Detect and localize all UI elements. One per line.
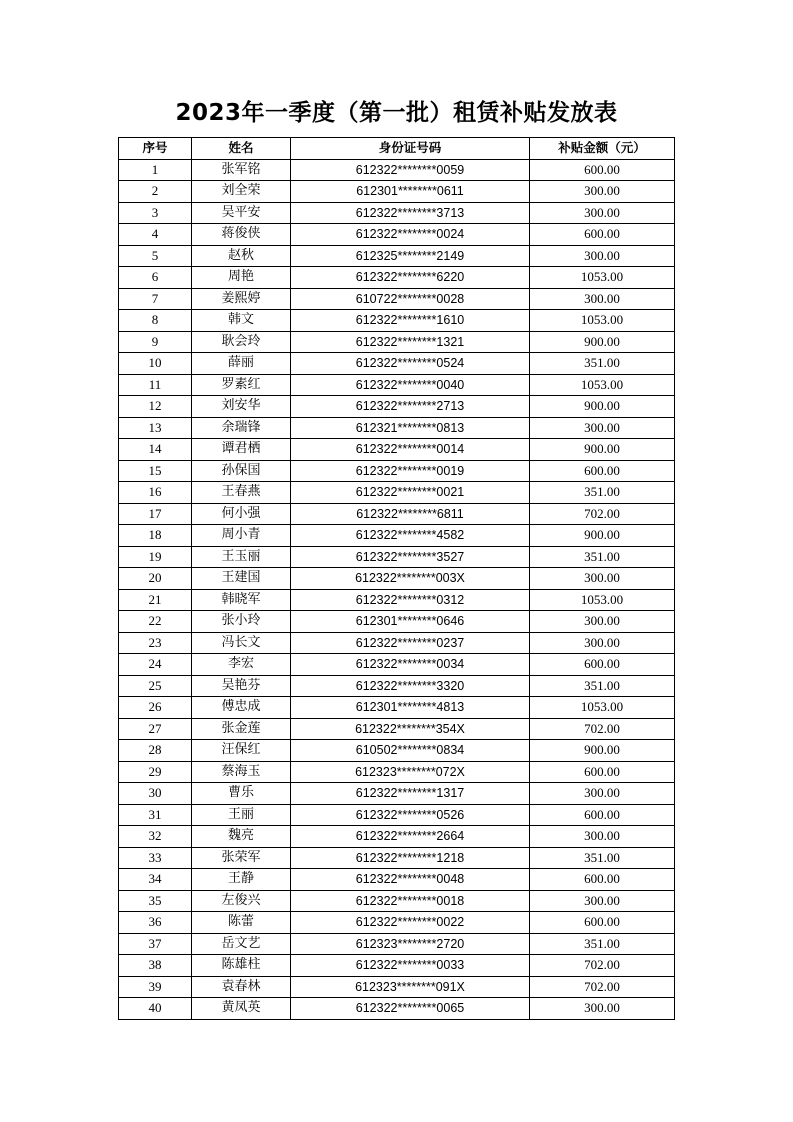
cell-id-number: 612322********6811 [291, 503, 530, 525]
cell-id-number: 612322********4582 [291, 525, 530, 547]
cell-id-number: 612322********3527 [291, 546, 530, 568]
document-title: 2023年一季度（第一批）租赁补贴发放表 [175, 100, 618, 126]
table-row [119, 933, 675, 955]
table-row [119, 568, 675, 590]
cell-id-number: 612301********0611 [291, 181, 530, 203]
cell-seq: 13 [119, 417, 192, 439]
cell-amount: 300.00 [530, 245, 675, 267]
cell-amount: 1053.00 [530, 589, 675, 611]
cell-name: 蒋俊侠 [192, 224, 291, 246]
cell-amount: 351.00 [530, 482, 675, 504]
cell-id-number: 612323********091X [291, 976, 530, 998]
cell-name: 张荣军 [192, 847, 291, 869]
cell-amount: 1053.00 [530, 267, 675, 289]
subsidy-table [118, 137, 675, 1020]
table-row [119, 826, 675, 848]
cell-id-number: 612322********0014 [291, 439, 530, 461]
cell-id-number: 612322********3320 [291, 675, 530, 697]
cell-id-number: 612322********0040 [291, 374, 530, 396]
cell-id-number: 612321********0813 [291, 417, 530, 439]
cell-name: 吴平安 [192, 202, 291, 224]
cell-name: 余瑞锋 [192, 417, 291, 439]
cell-seq: 27 [119, 718, 192, 740]
cell-seq: 12 [119, 396, 192, 418]
cell-name: 陈雄柱 [192, 955, 291, 977]
cell-amount: 300.00 [530, 202, 675, 224]
cell-id-number: 612322********1610 [291, 310, 530, 332]
cell-id-number: 612301********0646 [291, 611, 530, 633]
cell-amount: 600.00 [530, 761, 675, 783]
cell-seq: 21 [119, 589, 192, 611]
cell-seq: 32 [119, 826, 192, 848]
cell-name: 赵秋 [192, 245, 291, 267]
table-row [119, 589, 675, 611]
cell-id-number: 610502********0834 [291, 740, 530, 762]
cell-amount: 300.00 [530, 632, 675, 654]
cell-name: 周小青 [192, 525, 291, 547]
cell-name: 陈蕾 [192, 912, 291, 934]
cell-name: 张军铭 [192, 159, 291, 181]
table-row [119, 740, 675, 762]
table-row [119, 869, 675, 891]
cell-amount: 600.00 [530, 912, 675, 934]
cell-seq: 29 [119, 761, 192, 783]
cell-id-number: 612323********072X [291, 761, 530, 783]
cell-amount: 900.00 [530, 525, 675, 547]
cell-name: 王春燕 [192, 482, 291, 504]
cell-seq: 20 [119, 568, 192, 590]
cell-amount: 351.00 [530, 847, 675, 869]
cell-amount: 600.00 [530, 869, 675, 891]
cell-id-number: 612301********4813 [291, 697, 530, 719]
cell-name: 张小玲 [192, 611, 291, 633]
cell-seq: 10 [119, 353, 192, 375]
cell-seq: 11 [119, 374, 192, 396]
cell-id-number: 612322********0526 [291, 804, 530, 826]
cell-amount: 351.00 [530, 933, 675, 955]
cell-seq: 6 [119, 267, 192, 289]
cell-amount: 300.00 [530, 568, 675, 590]
header-id: 身份证号码 [291, 138, 530, 160]
cell-seq: 9 [119, 331, 192, 353]
cell-seq: 7 [119, 288, 192, 310]
cell-amount: 900.00 [530, 396, 675, 418]
cell-seq: 28 [119, 740, 192, 762]
cell-amount: 300.00 [530, 611, 675, 633]
table-row [119, 675, 675, 697]
cell-id-number: 612322********3713 [291, 202, 530, 224]
cell-seq: 33 [119, 847, 192, 869]
cell-id-number: 612322********0033 [291, 955, 530, 977]
cell-seq: 26 [119, 697, 192, 719]
table-row [119, 890, 675, 912]
cell-amount: 702.00 [530, 503, 675, 525]
cell-seq: 24 [119, 654, 192, 676]
cell-name: 王丽 [192, 804, 291, 826]
cell-seq: 3 [119, 202, 192, 224]
cell-id-number: 612322********2664 [291, 826, 530, 848]
cell-name: 吴艳芬 [192, 675, 291, 697]
table-row [119, 202, 675, 224]
cell-name: 谭君栖 [192, 439, 291, 461]
cell-amount: 300.00 [530, 998, 675, 1020]
table-row [119, 181, 675, 203]
cell-amount: 300.00 [530, 783, 675, 805]
cell-id-number: 612322********0021 [291, 482, 530, 504]
header-seq: 序号 [119, 138, 192, 160]
cell-amount: 600.00 [530, 460, 675, 482]
cell-seq: 4 [119, 224, 192, 246]
cell-id-number: 612322********0034 [291, 654, 530, 676]
cell-id-number: 610722********0028 [291, 288, 530, 310]
cell-seq: 17 [119, 503, 192, 525]
cell-seq: 34 [119, 869, 192, 891]
cell-id-number: 612322********0024 [291, 224, 530, 246]
cell-id-number: 612322********0237 [291, 632, 530, 654]
cell-amount: 351.00 [530, 546, 675, 568]
cell-seq: 40 [119, 998, 192, 1020]
header-name: 姓名 [192, 138, 291, 160]
cell-seq: 36 [119, 912, 192, 934]
cell-id-number: 612322********0312 [291, 589, 530, 611]
cell-amount: 351.00 [530, 353, 675, 375]
cell-amount: 1053.00 [530, 697, 675, 719]
cell-id-number: 612322********0065 [291, 998, 530, 1020]
cell-name: 魏亮 [192, 826, 291, 848]
table-row [119, 503, 675, 525]
table-row [119, 998, 675, 1020]
table-row [119, 482, 675, 504]
cell-name: 袁春林 [192, 976, 291, 998]
table-row [119, 654, 675, 676]
cell-name: 冯长文 [192, 632, 291, 654]
cell-id-number: 612322********1321 [291, 331, 530, 353]
cell-name: 姜熙婷 [192, 288, 291, 310]
cell-name: 曹乐 [192, 783, 291, 805]
cell-amount: 900.00 [530, 439, 675, 461]
table-row [119, 847, 675, 869]
table-row [119, 955, 675, 977]
cell-amount: 702.00 [530, 718, 675, 740]
cell-seq: 14 [119, 439, 192, 461]
cell-name: 刘安华 [192, 396, 291, 418]
cell-amount: 600.00 [530, 159, 675, 181]
cell-name: 罗素红 [192, 374, 291, 396]
table-row [119, 718, 675, 740]
cell-id-number: 612323********2720 [291, 933, 530, 955]
cell-name: 左俊兴 [192, 890, 291, 912]
header-amount: 补贴金额（元） [530, 138, 675, 160]
table-row [119, 267, 675, 289]
table-row [119, 632, 675, 654]
cell-name: 周艳 [192, 267, 291, 289]
cell-seq: 35 [119, 890, 192, 912]
cell-id-number: 612322********003X [291, 568, 530, 590]
table-row [119, 159, 675, 181]
cell-seq: 19 [119, 546, 192, 568]
cell-seq: 18 [119, 525, 192, 547]
cell-amount: 702.00 [530, 976, 675, 998]
cell-amount: 300.00 [530, 288, 675, 310]
table-row [119, 353, 675, 375]
cell-name: 孙保国 [192, 460, 291, 482]
cell-id-number: 612322********0018 [291, 890, 530, 912]
cell-id-number: 612322********0059 [291, 159, 530, 181]
cell-seq: 5 [119, 245, 192, 267]
table-row [119, 374, 675, 396]
table-row [119, 396, 675, 418]
cell-amount: 300.00 [530, 417, 675, 439]
table-row [119, 525, 675, 547]
cell-seq: 30 [119, 783, 192, 805]
cell-seq: 22 [119, 611, 192, 633]
table-row [119, 546, 675, 568]
cell-seq: 16 [119, 482, 192, 504]
cell-seq: 38 [119, 955, 192, 977]
table-row [119, 439, 675, 461]
table-row [119, 288, 675, 310]
cell-seq: 2 [119, 181, 192, 203]
cell-name: 薛丽 [192, 353, 291, 375]
header-row [119, 138, 675, 160]
cell-seq: 25 [119, 675, 192, 697]
cell-amount: 702.00 [530, 955, 675, 977]
cell-name: 黄凤英 [192, 998, 291, 1020]
cell-name: 耿会玲 [192, 331, 291, 353]
cell-amount: 300.00 [530, 181, 675, 203]
cell-amount: 900.00 [530, 740, 675, 762]
cell-id-number: 612322********0019 [291, 460, 530, 482]
table-row [119, 912, 675, 934]
cell-id-number: 612322********2713 [291, 396, 530, 418]
cell-name: 韩晓军 [192, 589, 291, 611]
cell-amount: 600.00 [530, 804, 675, 826]
table-row [119, 697, 675, 719]
cell-amount: 300.00 [530, 826, 675, 848]
cell-seq: 23 [119, 632, 192, 654]
cell-seq: 37 [119, 933, 192, 955]
cell-name: 王静 [192, 869, 291, 891]
table-row [119, 761, 675, 783]
cell-seq: 15 [119, 460, 192, 482]
table-body [119, 159, 675, 1019]
cell-id-number: 612322********354X [291, 718, 530, 740]
cell-amount: 300.00 [530, 890, 675, 912]
cell-id-number: 612322********1317 [291, 783, 530, 805]
cell-name: 韩文 [192, 310, 291, 332]
cell-name: 张金莲 [192, 718, 291, 740]
cell-id-number: 612322********0048 [291, 869, 530, 891]
cell-id-number: 612322********1218 [291, 847, 530, 869]
cell-name: 刘全荣 [192, 181, 291, 203]
cell-amount: 600.00 [530, 654, 675, 676]
cell-name: 岳文艺 [192, 933, 291, 955]
cell-name: 李宏 [192, 654, 291, 676]
cell-seq: 8 [119, 310, 192, 332]
cell-amount: 600.00 [530, 224, 675, 246]
cell-id-number: 612322********0524 [291, 353, 530, 375]
table-row [119, 310, 675, 332]
table-row [119, 976, 675, 998]
cell-amount: 1053.00 [530, 374, 675, 396]
cell-name: 傅忠成 [192, 697, 291, 719]
cell-name: 何小强 [192, 503, 291, 525]
cell-amount: 900.00 [530, 331, 675, 353]
table-row [119, 783, 675, 805]
cell-id-number: 612322********0022 [291, 912, 530, 934]
table-row [119, 245, 675, 267]
table-row [119, 611, 675, 633]
cell-id-number: 612325********2149 [291, 245, 530, 267]
cell-name: 蔡海玉 [192, 761, 291, 783]
table-row [119, 331, 675, 353]
cell-amount: 351.00 [530, 675, 675, 697]
cell-name: 王玉丽 [192, 546, 291, 568]
table-row [119, 224, 675, 246]
cell-amount: 1053.00 [530, 310, 675, 332]
table-row [119, 417, 675, 439]
table-header [119, 138, 675, 160]
cell-seq: 39 [119, 976, 192, 998]
cell-id-number: 612322********6220 [291, 267, 530, 289]
cell-name: 王建国 [192, 568, 291, 590]
table-row [119, 460, 675, 482]
table-row [119, 804, 675, 826]
cell-seq: 1 [119, 159, 192, 181]
cell-name: 汪保红 [192, 740, 291, 762]
cell-seq: 31 [119, 804, 192, 826]
